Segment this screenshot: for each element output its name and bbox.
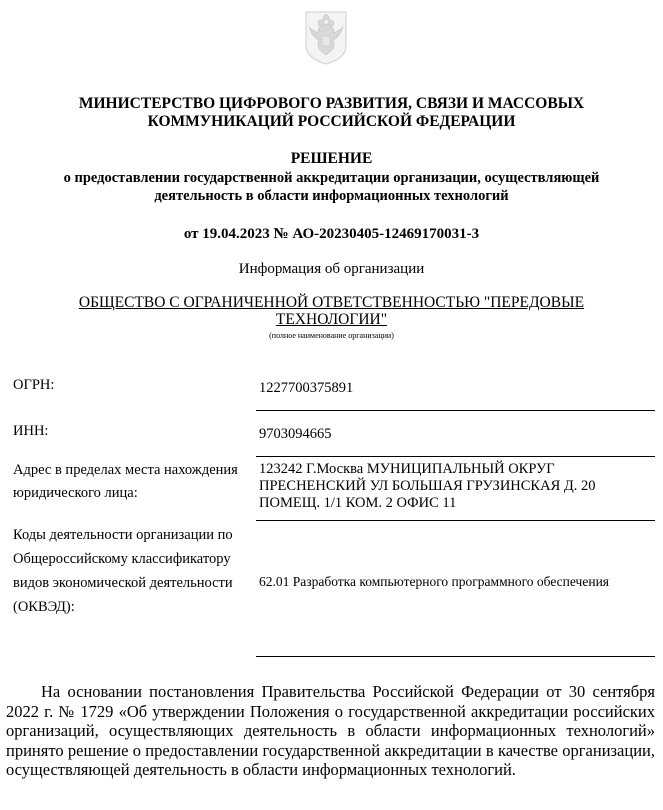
details-value: 9703094665 <box>256 411 655 457</box>
details-label: ОГРН: <box>13 377 55 393</box>
organization-details-table <box>10 365 655 657</box>
decision-title: РЕШЕНИЕ <box>290 150 373 167</box>
coat-of-arms-icon <box>303 8 349 66</box>
details-value: 62.01 Разработка компьютерного программного обеспечения <box>256 521 655 657</box>
organization-section-title: Информация об организации <box>238 261 425 277</box>
decision-subtitle: о предоставлении государственной аккредитации организации, осуществляющей деятельность в области информационных технологий <box>63 170 600 204</box>
details-label: ИНН: <box>13 423 49 439</box>
details-label: Адрес в пределах места нахождения юридического лица: <box>13 462 238 501</box>
details-row-ogrn <box>10 365 655 411</box>
details-value: 1227700375891 <box>256 365 655 411</box>
details-row-inn <box>10 411 655 457</box>
details-value: 123242 Г.Москва МУНИЦИПАЛЬНЫЙ ОКРУГ ПРЕСНЕНСКИЙ УЛ БОЛЬШАЯ ГРУЗИНСКАЯ Д. 20 ПОМЕЩ. 1/1 КОМ. 2 ОФИС 11 <box>256 457 655 521</box>
details-row-address <box>10 457 655 521</box>
organization-full-name-caption: (полное наименование организации) <box>269 331 394 340</box>
decision-number: от 19.04.2023 № АО-20230405-12469170031-3 <box>183 226 480 242</box>
ministry-name: МИНИСТЕРСТВО ЦИФРОВОГО РАЗВИТИЯ, СВЯЗИ И МАССОВЫХ КОММУНИКАЦИЙ РОССИЙСКОЙ ФЕДЕРАЦИИ <box>78 95 585 130</box>
details-label: Коды деятельности организации по Общероссийскому классификатору видов экономической деятельности (ОКВЭД): <box>13 527 233 615</box>
details-row-okved <box>10 521 655 657</box>
organization-full-name: ОБЩЕСТВО С ОГРАНИЧЕННОЙ ОТВЕТСТВЕННОСТЬЮ "ПЕРЕДОВЫЕ ТЕХНОЛОГИИ" <box>78 294 585 328</box>
decision-body-paragraph: На основании постановления Правительства Российской Федерации от 30 сентября 2022 г. № 1729 «Об утверждении Положения о государственной аккредитации российских организаций, осуществляющих деятельность в области информационных технологий» принято решение о предоставлении государственной аккредитации в качестве организации, осуществляющей деятельность в области информационных технологий. <box>6 682 655 779</box>
